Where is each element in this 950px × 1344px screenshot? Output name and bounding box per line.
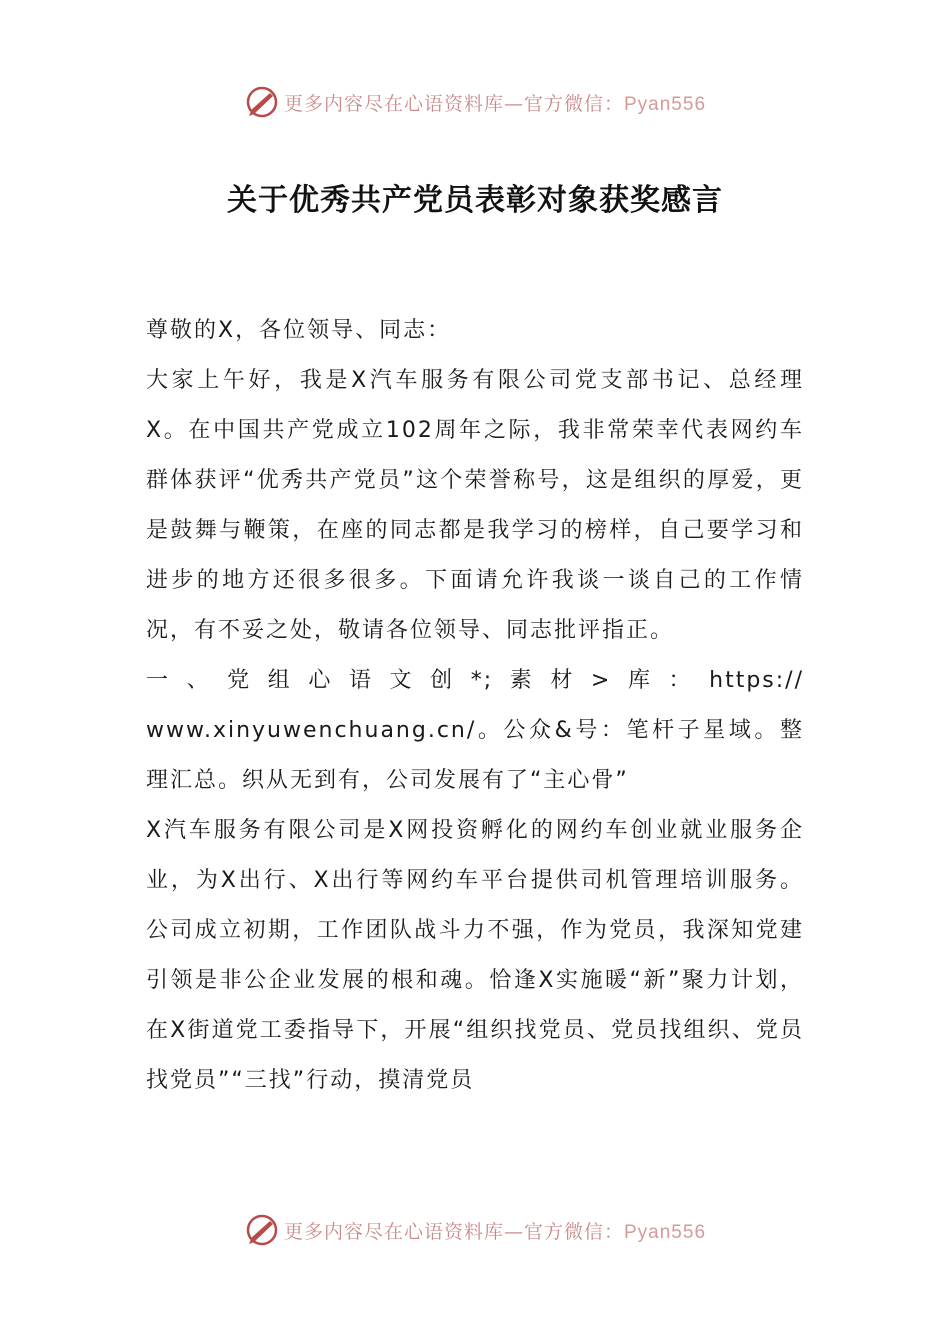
document-title: 关于优秀共产党员表彰对象获奖感言 [227, 183, 723, 218]
pen-circle-icon [244, 1212, 280, 1248]
footer-banner-text: 更多内容尽在心语资料库—官方微信：Pyan556 [283, 1220, 707, 1243]
section-heading-continuation: www.xinyuwenchuang.cn/。公众&号：笔杆子星域。整理汇总。织从无到有，公司发展有了“主心骨” [146, 718, 804, 793]
section-heading-line: 一、党组心语文创*;素材>库：https:// [146, 668, 804, 693]
salutation-paragraph: 尊敬的X，各位领导、同志： [146, 318, 452, 343]
header-wechat-id: Pyan556 [624, 93, 707, 115]
intro-paragraph: 大家上午好，我是X汽车服务有限公司党支部书记、总经理X。在中国共产党成立102周年之际，我非常荣幸代表网约车群体获评“优秀共产党员”这个荣誉称号，这是组织的厚爱，更是鼓舞与鞭策，在座的同志都是我学习的榜样，自己要学习和进步的地方还很多很多。下面请允许我谈一谈自己的工作情况，有不妥之处，敬请各位领导、同志批评指正。 [146, 368, 805, 643]
footer-wechat-id: Pyan556 [624, 1221, 707, 1243]
document-body [146, 306, 804, 1106]
header-banner [0, 82, 950, 122]
footer-banner [0, 1210, 950, 1250]
header-banner-text: 更多内容尽在心语资料库—官方微信：Pyan556 [283, 92, 707, 115]
pen-circle-icon [244, 84, 280, 120]
company-paragraph: X汽车服务有限公司是X网投资孵化的网约车创业就业服务企业，为X出行、X出行等网约车平台提供司机管理培训服务。公司成立初期，工作团队战斗力不强，作为党员，我深知党建引领是非公企业发展的根和魂。恰逢X实施暖“新”聚力计划，在X街道党工委指导下，开展“组织找党员、党员找组织、党员找党员”“三找”行动，摸清党员 [146, 818, 804, 1093]
